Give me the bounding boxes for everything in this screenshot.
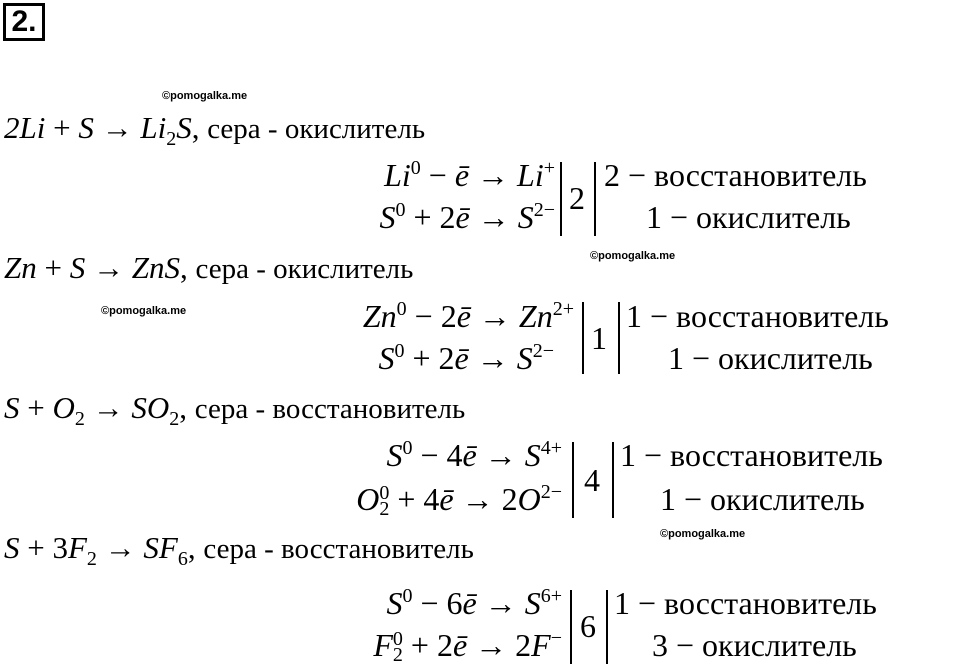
reaction-equation: Zn + S → ZnS, сера - окислитель xyxy=(4,250,414,285)
half-reaction: O 0 2 + 4ē → $2O^{2-}$ xyxy=(356,481,562,520)
watermark: ©pomogalka.me xyxy=(101,305,187,317)
divider-line xyxy=(560,162,562,236)
role-line: 1 − восстановитель xyxy=(620,437,883,473)
half-reaction: $S^0$ − 6ē → $S^{6+}$ xyxy=(386,585,562,621)
half-reaction: $S^0$ − 4ē → $S^{4+}$ xyxy=(386,437,562,473)
watermark: ©pomogalka.me xyxy=(162,90,248,102)
half-reaction: $Zn^0$ − 2ē → $Zn^{2+}$ xyxy=(362,298,574,334)
half-reaction: F 0 2 + 2ē → 2F− xyxy=(373,627,562,666)
electron-coefficient: 1 xyxy=(591,320,607,356)
reaction-equation: $2Li + S \to Li_2S$, сера - окислитель xyxy=(4,110,426,150)
electron-coefficient: 6 xyxy=(580,608,596,644)
role-line: 1 − восстановитель xyxy=(614,585,877,621)
role-line: 1 − окислитель xyxy=(668,340,873,376)
half-reaction: $S^0$ + 2ē → $S^{2-}$ xyxy=(378,340,554,376)
divider-line xyxy=(582,302,584,374)
role-line: 1 − восстановитель xyxy=(626,298,889,334)
divider-line xyxy=(618,302,620,374)
divider-line xyxy=(570,590,572,664)
divider-line xyxy=(572,442,574,518)
role-line: 3 − окислитель xyxy=(652,627,857,663)
divider-line xyxy=(594,162,596,236)
reaction-equation: $S + O_2 \to SO_2$, сера - восстановитель xyxy=(4,390,466,430)
divider-line xyxy=(612,442,614,518)
watermark: ©pomogalka.me xyxy=(590,250,676,262)
role-line: 2 − восстановитель xyxy=(604,157,867,193)
electron-coefficient: 4 xyxy=(584,462,600,498)
reaction-equation: $S + 3F_2 \to SF_6$, сера - восстановитель xyxy=(4,530,474,570)
divider-line xyxy=(606,590,608,664)
electron-coefficient: 2 xyxy=(569,180,585,216)
watermark: ©pomogalka.me xyxy=(660,528,746,540)
task-number: 2. xyxy=(3,3,45,41)
role-line: 1 − окислитель xyxy=(646,199,851,235)
role-line: 1 − окислитель xyxy=(660,481,865,517)
half-reaction: $Li^0$ − ē → Li+ xyxy=(384,157,555,193)
half-reaction: $S^0$ + 2ē → $S^{2-}$ xyxy=(379,199,555,235)
